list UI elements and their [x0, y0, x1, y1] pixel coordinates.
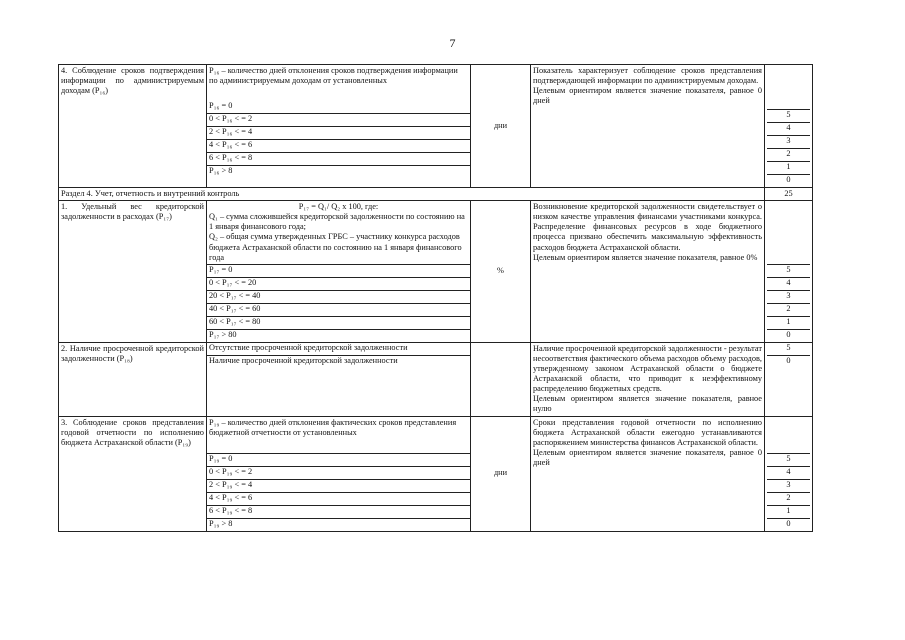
score-value: 1 [767, 316, 810, 329]
description-p19 [531, 416, 765, 531]
target-text-p19: Целевым ориентиром является значение показателя, равное 0 дней [533, 447, 762, 467]
condition-item: P₁₇ > 80 [207, 329, 470, 342]
table-row-p19 [59, 416, 813, 531]
page-number: 7 [449, 36, 456, 50]
score-value: 0 [767, 329, 810, 342]
score-list-p17 [767, 264, 810, 342]
target-text-p18: Целевым ориентиром является значение показателя, равное нулю [533, 394, 762, 414]
target-text-p17: Целевым ориентиром является значение показателя, равное 0% [533, 252, 758, 262]
score-value: 5 [786, 342, 791, 352]
formula-q1: Q₁ – сумма сложившейся кредиторской задолженности по состоянию на 1 января финансового года; [209, 212, 465, 232]
score-list-p16 [767, 109, 810, 187]
condition-item: P₁₆ = 0 [209, 101, 233, 110]
condition-item: 20 < P₁₇ < = 40 [207, 290, 470, 303]
indicator-formula-p19 [207, 416, 471, 531]
condition-item: Отсутствие просроченной кредиторской задолженности [209, 342, 408, 352]
condition-list-p19 [207, 453, 470, 531]
indicator-name-p16: 4. Соблюдение сроков подтверждения информации по администрируемым доходам (P₁₆) [59, 65, 207, 188]
score-value: 3 [767, 136, 810, 149]
condition-item: Наличие просроченной кредиторской задолженности [207, 355, 470, 368]
score-value: 2 [767, 149, 810, 162]
score-column-p18 [765, 342, 813, 416]
condition-item: 0 < P₁₇ < = 20 [207, 277, 470, 290]
condition-item: P₁₉ > 8 [207, 518, 470, 531]
description-text-p17: Возникновение кредиторской задолженности свидетельствует о низком качестве управления финансами участниками конкурса. Распределение финансовых ресурсов в ходе бюджетного процесса призвано обеспечить максимальную эффективность расходов бюджета Астраханской области. [533, 202, 762, 252]
score-column-p19 [765, 416, 813, 531]
indicator-definition-p16: P₁₆ – количество дней отклонения сроков подтверждения информации по администрируемым доходам от установленных [209, 66, 458, 86]
table-row-p16 [59, 65, 813, 188]
unit-p18 [471, 342, 531, 416]
section-row [59, 188, 813, 201]
formula-block-p17 [207, 201, 470, 264]
score-value: 1 [767, 505, 810, 518]
table-row-p18 [59, 342, 813, 416]
score-list-p18 [767, 343, 810, 368]
condition-list-p16 [207, 101, 470, 178]
formula-q2: Q₂ – общая сумма утвержденных ГРБС – участнику конкурса расходов бюджета Астраханской области по состоянию на 1 января финансового года [209, 232, 462, 262]
unit-p16: дни [471, 65, 531, 188]
section-max-score: 25 [765, 188, 813, 201]
condition-item: 6 < P₁₉ < = 8 [207, 505, 470, 518]
score-value: 4 [767, 123, 810, 136]
description-p16 [531, 65, 765, 188]
indicator-name-p19: 3. Соблюдение сроков представления годовой отчетности по исполнению бюджета Астраханской области (P₁₉) [59, 416, 207, 531]
score-value: 3 [767, 479, 810, 492]
condition-item: 60 < P₁₇ < = 80 [207, 316, 470, 329]
table-row-p17 [59, 201, 813, 343]
indicator-name-p17: 1. Удельный вес кредиторской задолженности в расходах (P₁₇) [59, 201, 207, 343]
description-text-p16: Показатель характеризует соблюдение сроков представления подтверждающей информации по администрируемым доходам. [533, 66, 762, 86]
score-value: 0 [767, 355, 810, 368]
score-value: 5 [767, 110, 810, 123]
condition-item: 4 < P₁₆ < = 6 [207, 140, 470, 153]
score-column-p16 [765, 65, 813, 188]
description-text-p18: Наличие просроченной кредиторской задолженности - результат несоответствия фактического объема расходов объему расходов, утвержденному законом Астраханской области о бюджете Астраханской области, что приводит к неэффективному распределению бюджетных средств. [533, 343, 762, 394]
indicator-name-p18: 2. Наличие просроченной кредиторской задолженности (P₁₈) [59, 342, 207, 416]
score-value: 4 [767, 277, 810, 290]
score-value: 2 [767, 492, 810, 505]
unit-p17: % [471, 201, 531, 343]
condition-item: P₁₉ = 0 [209, 453, 233, 463]
condition-item: 40 < P₁₇ < = 60 [207, 303, 470, 316]
unit-p19: дни [471, 416, 531, 531]
criteria-table [58, 64, 813, 532]
score-value: 2 [767, 303, 810, 316]
score-value: 5 [767, 264, 810, 277]
description-p17 [531, 201, 765, 343]
score-list-p19 [767, 453, 810, 531]
condition-item: P₁₆ > 8 [207, 166, 470, 179]
target-text-p16: Целевым ориентиром является значение показателя, равное 0 дней [533, 86, 762, 106]
score-value: 1 [767, 162, 810, 175]
score-value: 3 [767, 290, 810, 303]
formula-title-p17: P₁₇ = Q₁/ Q₂ x 100, где: [298, 202, 379, 212]
score-value: 4 [767, 466, 810, 479]
indicator-formula-p17 [207, 201, 471, 343]
condition-item: 2 < P₁₉ < = 4 [207, 479, 470, 492]
score-column-p17 [765, 201, 813, 343]
condition-item: 2 < P₁₆ < = 4 [207, 127, 470, 140]
condition-item: P₁₇ = 0 [209, 264, 233, 274]
score-value: 0 [767, 175, 810, 188]
condition-list-p18 [207, 343, 470, 368]
indicator-formula-p16 [207, 65, 471, 188]
description-text-p19: Сроки представления годовой отчетности по исполнению бюджета Астраханской области ежегодно устанавливаются распоряжением министерства финансов Астраханской области. [533, 417, 762, 447]
condition-list-p17 [207, 264, 470, 342]
condition-item: 4 < P₁₉ < = 6 [207, 492, 470, 505]
indicator-formula-p18 [207, 342, 471, 416]
condition-item: 6 < P₁₆ < = 8 [207, 153, 470, 166]
condition-item: 0 < P₁₉ < = 2 [207, 466, 470, 479]
indicator-definition-p19: P₁₉ – количество дней отклонения фактических сроков представления бюджетной отчетности от установленных [209, 417, 457, 437]
score-value: 0 [767, 518, 810, 531]
score-value: 5 [767, 453, 810, 466]
condition-item: 0 < P₁₆ < = 2 [207, 114, 470, 127]
section-title: Раздел 4. Учет, отчетность и внутренний контроль [59, 188, 765, 201]
description-p18 [531, 342, 765, 416]
